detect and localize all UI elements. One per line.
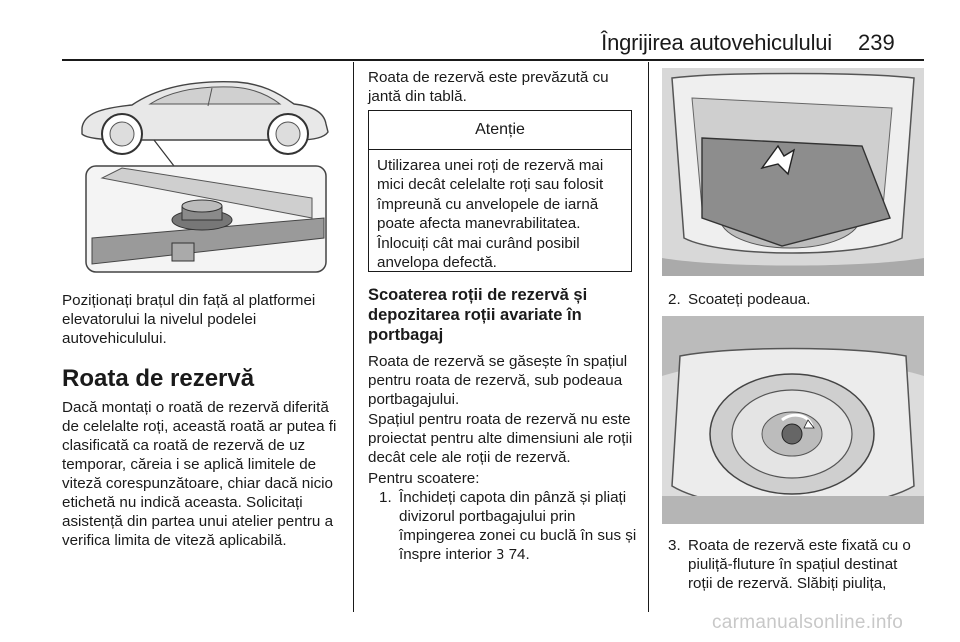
car-lift-drawing bbox=[62, 68, 342, 278]
column-divider-1 bbox=[353, 62, 354, 612]
spare-wheel-well-illustration bbox=[662, 316, 924, 524]
page-reference-link[interactable]: 74. bbox=[508, 546, 530, 563]
warning-text: Utilizarea unei roți de rezervă mai mici decât celelalte roți sau folosit împreună cu anvelopele de iarnă poate afecta manevrabilitatea. Înlocuiți cât mai curând posibil anvelopa defectă. bbox=[377, 157, 604, 272]
spare-wheel-paragraph: Dacă montați o roată de rezervă diferită de celelalte roți, această roată ar putea fi clasificată ca roată de rezervă de uz temporar, căreia i se aplică limitele de viteză corespunzătoare, chiar dacă nicio etichetă nu indică aceasta. Solicitați asistență din partea unui atelier pentru a verifica limita de viteză aplicabilă. bbox=[62, 399, 337, 549]
header-rule bbox=[62, 59, 924, 61]
section-heading-spare-wheel: Roata de rezervă bbox=[62, 365, 255, 392]
subsection-heading: Scoaterea roții de rezervă și depozitarea roții avariate în portbagaj bbox=[368, 286, 588, 344]
step-1 bbox=[379, 488, 641, 568]
page-number: 239 bbox=[858, 30, 895, 55]
source-watermark: carmanualsonline.info bbox=[712, 612, 904, 633]
column-divider-2 bbox=[648, 62, 649, 612]
step-2 bbox=[668, 290, 924, 312]
step-2-number: 2. bbox=[668, 291, 681, 308]
step-3-number: 3. bbox=[668, 537, 681, 554]
spare-wheel-well-drawing bbox=[662, 316, 924, 524]
step-3-text: Roata de rezervă este fixată cu o piuliță-fluture în spațiul destinat roții de rezervă. Slăbiți piulița, bbox=[688, 537, 911, 592]
car-lift-illustration bbox=[62, 68, 342, 278]
trunk-floor-illustration bbox=[662, 68, 924, 276]
warning-title: Atenție bbox=[369, 111, 631, 150]
step-2-text: Scoateți podeaua. bbox=[688, 291, 811, 308]
step-1-text bbox=[399, 488, 643, 565]
paragraph-removal-intro: Pentru scoatere: bbox=[368, 470, 480, 487]
page-reference-icon[interactable]: 3 bbox=[496, 548, 505, 563]
step-3 bbox=[668, 536, 928, 596]
intro-paragraph: Roata de rezervă este prevăzută cu jantă din tablă. bbox=[368, 69, 609, 105]
paragraph-location: Roata de rezervă se găsește în spațiul pentru roata de rezervă, sub podeaua portbagajului. bbox=[368, 353, 628, 408]
paragraph-dimensions: Spațiul pentru roata de rezervă nu este proiectat pentru alte dimensiuni ale roții decât cele ale roții de rezervă. bbox=[368, 411, 633, 466]
warning-box bbox=[368, 110, 632, 272]
step-1-body: Închideți capota din pânză și pliați divizorul portbagajului prin împingerea zonei cu buclă în sus și înspre interior bbox=[399, 489, 637, 563]
running-header-title: Îngrijirea autovehiculului bbox=[601, 30, 832, 55]
step-1-number: 1. bbox=[379, 489, 392, 506]
trunk-floor-drawing bbox=[662, 68, 924, 276]
lift-caption: Poziționați brațul din față al platformei elevatorului la nivelul podelei autovehiculului. bbox=[62, 292, 316, 347]
